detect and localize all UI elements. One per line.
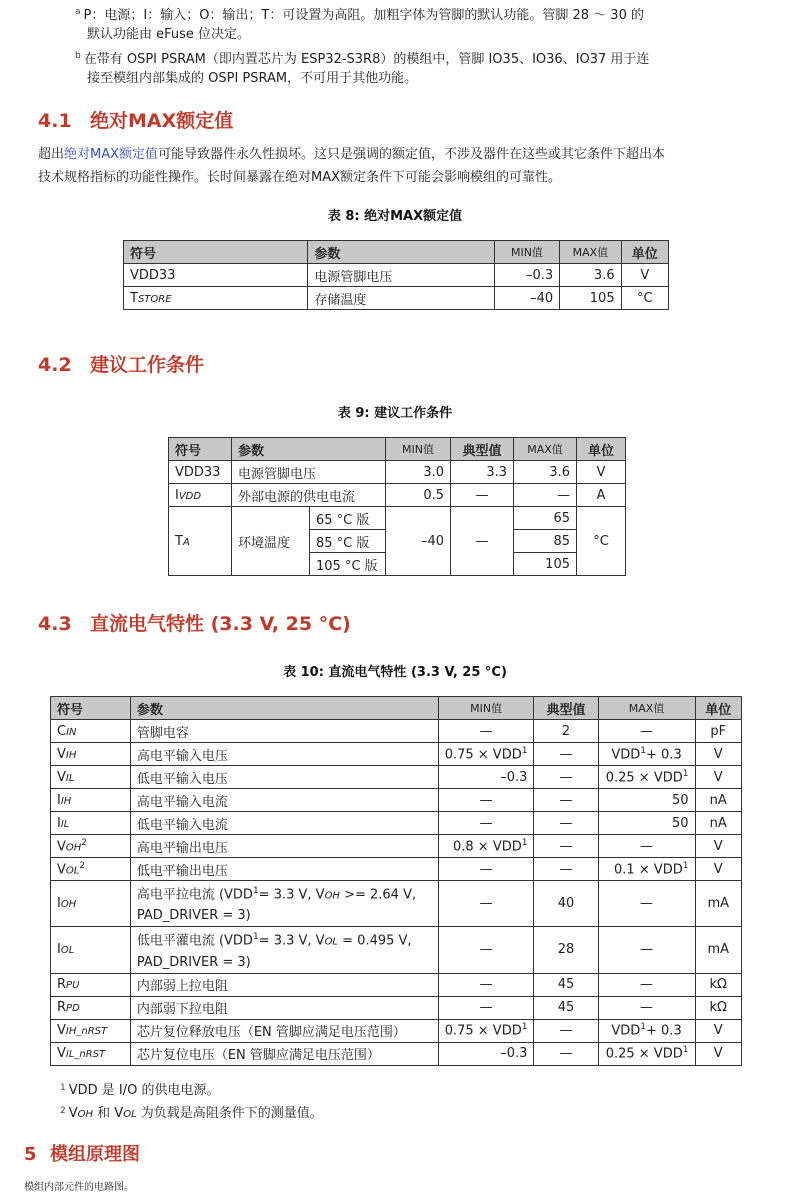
min-text: 0.8 × VDD (452, 839, 522, 855)
table-row (169, 484, 626, 507)
max-sup: 1 (682, 1045, 689, 1056)
symbol-sub: IH (60, 795, 72, 807)
max-text: 50 (671, 792, 689, 808)
cell-unit: °C (577, 507, 626, 576)
cell-variant: 65 °C 版 (310, 507, 386, 530)
cell-max (598, 927, 695, 973)
cell-param (130, 1042, 438, 1065)
cell-param (130, 1019, 438, 1042)
symbol-sub: IH (65, 749, 77, 761)
footnote-b (75, 50, 775, 88)
footnote-sub: OH (77, 1109, 94, 1120)
symbol-sub: IH_nRST (65, 1026, 108, 1038)
table-row (51, 835, 742, 858)
footnote-sub: OL (123, 1109, 137, 1120)
symbol-base: I (57, 942, 61, 958)
cell-symbol (51, 812, 131, 835)
cell-min (438, 1019, 534, 1042)
max-text: — (640, 977, 654, 993)
footnote-b-line2: 接至模组内部集成的 OSPI PSRAM，不可用于其他功能。 (87, 71, 418, 86)
symbol-base: V (57, 1046, 66, 1062)
section-number: 5 (24, 1144, 37, 1165)
param-text: 芯片复位电压（EN 管脚应满足电压范围） (136, 1048, 380, 1064)
symbol-base: I (57, 896, 61, 912)
cell-unit: °C (621, 287, 668, 310)
table-row (51, 973, 742, 996)
cell-min (438, 1042, 534, 1065)
col-header: 符号 (124, 241, 308, 264)
footnote-b-line1: 在带有 OSPI PSRAM（即内置芯片为 ESP32-S3R8）的模组中，管脚 IO35、IO36、IO37 用于连 (83, 52, 650, 67)
cell-param (130, 996, 438, 1019)
section-title: 建议工作条件 (90, 354, 205, 376)
table-10-footnote-2 (60, 1104, 323, 1125)
cell-max (598, 858, 695, 881)
min-sup: 1 (521, 745, 528, 756)
cell-param: 电源管脚电压 (308, 264, 494, 287)
min-text: — (479, 815, 493, 831)
table-8-caption: 表 8: 绝对MAX额定值 (327, 209, 463, 224)
cell-unit: pF (695, 720, 742, 743)
symbol-sub: OH (60, 899, 77, 911)
cell-max: 105 (560, 287, 621, 310)
cell-variant: 105 °C 版 (310, 553, 386, 576)
col-header-text: MIN值 (402, 443, 434, 456)
cell-max (598, 881, 695, 927)
cell-symbol (51, 996, 131, 1019)
cell-variant: 85 °C 版 (310, 530, 386, 553)
cell-typ: — (534, 835, 598, 858)
symbol-sub: OH (65, 842, 82, 854)
section-title: 绝对MAX额定值 (90, 110, 234, 132)
col-header-text: MAX值 (572, 246, 609, 259)
param-text: 高电平输出电压 (136, 840, 228, 856)
table-row (169, 461, 626, 484)
param-text: 低电平输出电压 (136, 863, 228, 879)
cell-min: 0.5 (386, 484, 451, 507)
min-sup: 1 (521, 1022, 528, 1033)
min-text: –0.3 (500, 769, 528, 785)
section-number: 4.3 (38, 613, 72, 635)
footnote-a-line2: 默认功能由 eFuse 位决定。 (87, 27, 251, 42)
section-4-1-paragraph (38, 143, 758, 189)
cell-typ: 40 (534, 881, 598, 927)
param-text: = 0.495 V, (338, 933, 412, 949)
cell-typ: — (534, 858, 598, 881)
cell-typ: 3.3 (451, 461, 514, 484)
cell-unit: kΩ (695, 996, 742, 1019)
table-row (51, 766, 742, 789)
cell-min (438, 881, 534, 927)
cell-symbol (51, 927, 131, 973)
cell-min: –0.3 (494, 264, 559, 287)
cell-param (130, 766, 438, 789)
max-text: VDD (611, 1023, 641, 1039)
cell-symbol (51, 973, 131, 996)
max-sup: 1 (682, 860, 689, 871)
param-sub: OL (324, 936, 339, 948)
footnote-text: 为负载是高阻条件下的测量值。 (136, 1106, 323, 1121)
col-header (560, 241, 621, 264)
cell-symbol (169, 507, 232, 576)
min-text: 0.75 × VDD (444, 1023, 522, 1039)
symbol-base: T (175, 533, 183, 549)
cell-symbol (51, 720, 131, 743)
param-text: 芯片复位释放电压（EN 管脚应满足电压范围） (136, 1025, 406, 1041)
cell-typ: 45 (534, 996, 598, 1019)
cell-param (130, 789, 438, 812)
section-number: 4.1 (38, 110, 72, 132)
col-header: 参数 (130, 697, 438, 720)
param-text: 低电平输入电压 (136, 771, 228, 787)
max-sup: 1 (682, 768, 689, 779)
symbol-sup: 2 (81, 837, 88, 848)
cell-min (438, 789, 534, 812)
cell-symbol (51, 789, 131, 812)
section-heading-4-3 (38, 609, 351, 636)
cell-max: 105 (514, 553, 577, 576)
symbol-base: I (57, 792, 61, 808)
symbol-base: V (57, 1023, 66, 1039)
col-header-text: MIN值 (510, 246, 543, 259)
cell-param: 存储温度 (308, 287, 494, 310)
footnote-text: 和 V (93, 1106, 124, 1121)
cell-unit: nA (695, 812, 742, 835)
cell-param: 外部电源的供电电流 (232, 484, 386, 507)
col-header (494, 241, 559, 264)
param-text: 高电平输入电流 (136, 794, 228, 810)
min-text: 0.75 × VDD (444, 747, 522, 763)
cell-unit: nA (695, 789, 742, 812)
symbol-base: V (57, 839, 66, 855)
cell-max (598, 720, 695, 743)
symbol-sub: OL (60, 945, 75, 957)
footnote-mark: 1 (60, 1083, 66, 1093)
table-9-caption: 表 9: 建议工作条件 (337, 406, 453, 421)
cell-max (598, 743, 695, 766)
cell-param (130, 812, 438, 835)
cell-symbol (51, 835, 131, 858)
param-text: 低电平灌电流 (VDD (136, 933, 253, 949)
section-heading-5 (24, 1140, 140, 1166)
cell-min (438, 835, 534, 858)
max-tail: + 0.3 (646, 747, 682, 763)
cell-typ: 28 (534, 927, 598, 973)
footnote-text: VDD 是 I/O 的供电电源。 (68, 1083, 220, 1098)
cell-unit: V (695, 835, 742, 858)
min-text: — (479, 1000, 493, 1016)
param-text: 低电平输入电流 (136, 817, 228, 833)
param-text: 管脚电容 (136, 725, 189, 741)
footnote-text: V (68, 1106, 78, 1121)
table-header-row (169, 438, 626, 461)
cell-unit: V (695, 766, 742, 789)
col-header (438, 697, 534, 720)
param-text: = 3.3 V, V (258, 933, 325, 949)
param-text: = 3.3 V, V (258, 887, 325, 903)
cell-unit: mA (695, 927, 742, 973)
table-row (124, 264, 669, 287)
table-10 (50, 696, 742, 1066)
cell-max: 85 (514, 530, 577, 553)
symbol-base: T (130, 290, 138, 306)
col-header (514, 438, 577, 461)
max-text: — (640, 1000, 654, 1016)
symbol-sub: STORE (137, 293, 172, 305)
max-text: 50 (671, 815, 689, 831)
col-header: 典型值 (534, 697, 598, 720)
symbol-sub: VDD (178, 490, 202, 502)
cell-typ: — (534, 766, 598, 789)
col-header: 符号 (51, 697, 131, 720)
symbol-sub: IL (65, 772, 75, 784)
max-text: 0.25 × VDD (605, 770, 683, 786)
cell-param (130, 973, 438, 996)
section-title: 直流电气特性 (3.3 V, 25 °C) (90, 613, 351, 635)
cell-typ: — (451, 507, 514, 576)
cell-symbol: VDD33 (124, 264, 308, 287)
cell-unit: V (695, 743, 742, 766)
table-row (51, 1019, 742, 1042)
table-row (51, 927, 742, 973)
cell-max: 65 (514, 507, 577, 530)
table-10-caption: 表 10: 直流电气特性 (3.3 V, 25 °C) (283, 665, 507, 680)
symbol-sub: IN (66, 726, 77, 738)
max-text: — (640, 723, 654, 739)
symbol-base: I (57, 815, 61, 831)
cell-min (438, 858, 534, 881)
min-text: — (479, 861, 493, 877)
symbol-sub: PD (66, 1003, 80, 1015)
symbol-sub: PU (66, 980, 80, 992)
cell-max (598, 996, 695, 1019)
col-header-text: MIN值 (470, 702, 503, 715)
min-text: –0.3 (500, 1046, 528, 1062)
cell-max (598, 1019, 695, 1042)
param-sup: 1 (252, 932, 259, 943)
col-header: 典型值 (451, 438, 514, 461)
cell-max: 3.6 (560, 264, 621, 287)
cell-param (130, 927, 438, 973)
table-row (51, 743, 742, 766)
cell-param: 电源管脚电压 (232, 461, 386, 484)
table-row (124, 287, 669, 310)
cell-min: 3.0 (386, 461, 451, 484)
param-sub: OH (324, 890, 340, 902)
cell-typ: 2 (534, 720, 598, 743)
col-header: 符号 (169, 438, 232, 461)
cell-unit: kΩ (695, 973, 742, 996)
symbol-base: V (57, 769, 66, 785)
min-text: — (479, 977, 493, 993)
cell-typ: — (451, 484, 514, 507)
table-row (51, 858, 742, 881)
cell-typ: 45 (534, 973, 598, 996)
footnote-mark: 2 (60, 1106, 66, 1116)
symbol-sub: OL (65, 865, 80, 877)
table-header-row (124, 241, 669, 264)
symbol-sub: IL (60, 818, 70, 830)
table-row (51, 812, 742, 835)
para-text: 超出 (38, 147, 65, 162)
max-text: — (640, 942, 654, 958)
cell-symbol (51, 766, 131, 789)
symbol-base: C (57, 723, 67, 739)
cell-typ: — (534, 743, 598, 766)
para-line2: 技术规格指标的功能性操作。长时间暴露在绝对MAX额定条件下可能会影响模组的可靠性。 (38, 170, 562, 185)
cell-unit: A (577, 484, 626, 507)
symbol-base: I (175, 487, 179, 503)
cell-max (598, 1042, 695, 1065)
cell-unit: V (577, 461, 626, 484)
section-heading-4-2 (38, 350, 204, 377)
cell-unit: V (695, 858, 742, 881)
cell-param (130, 835, 438, 858)
max-sup: 1 (640, 1022, 647, 1033)
cell-param (130, 743, 438, 766)
cell-symbol (124, 287, 308, 310)
cell-min: –40 (386, 507, 451, 576)
section-title: 模组原理图 (50, 1144, 140, 1165)
para-text: 可能导致器件永久性损坏。这只是强调的额定值，不涉及器件在这些或其它条件下超出本 (158, 147, 666, 162)
col-header: 单位 (577, 438, 626, 461)
param-text: 高电平输入电压 (136, 748, 228, 764)
param-text: 高电平拉电流 (VDD (136, 887, 253, 903)
cell-unit: V (621, 264, 668, 287)
cell-symbol (51, 858, 131, 881)
min-sup: 1 (521, 837, 528, 848)
cell-symbol (51, 881, 131, 927)
col-header (598, 697, 695, 720)
cell-typ: — (534, 1042, 598, 1065)
footnote-a-line1: P：电源；I：输入；O：输出；T：可设置为高阻。加粗字体为管脚的默认功能。管脚 28 ～ 30 的 (83, 8, 644, 23)
col-header-text: MAX值 (527, 443, 563, 456)
cell-param (130, 881, 438, 927)
symbol-base: V (57, 862, 66, 878)
cell-unit: mA (695, 881, 742, 927)
cell-min (438, 812, 534, 835)
max-text: 0.25 × VDD (605, 1046, 683, 1062)
cell-symbol (169, 484, 232, 507)
table-8 (123, 240, 669, 310)
section-5-paragraph: 模组内部元件的电路图。 (24, 1182, 134, 1193)
param-sup: 1 (252, 886, 259, 896)
table-row (169, 507, 626, 530)
cell-symbol (51, 1019, 131, 1042)
param-text: >= 2.64 V, (339, 887, 417, 903)
param-text-line2: PAD_DRIVER = 3) (136, 954, 251, 970)
col-header: 参数 (308, 241, 494, 264)
cell-param: 环境温度 (232, 507, 310, 576)
max-sup: 1 (640, 745, 647, 756)
table-9 (168, 437, 626, 576)
max-text: — (640, 896, 654, 912)
footnote-a-mark: a (75, 7, 81, 17)
cell-min (438, 973, 534, 996)
table-row (51, 996, 742, 1019)
cell-symbol: VDD33 (169, 461, 232, 484)
col-header (386, 438, 451, 461)
cell-max: 3.6 (514, 461, 577, 484)
section-heading-4-1 (38, 106, 233, 133)
min-text: — (479, 896, 493, 912)
table-header-row (51, 697, 742, 720)
min-text: — (479, 792, 493, 808)
cell-max (598, 766, 695, 789)
min-text: — (479, 942, 493, 958)
param-text-line2: PAD_DRIVER = 3) (136, 908, 251, 924)
section-number: 4.2 (38, 354, 72, 376)
table-row (51, 881, 742, 927)
cell-min (438, 743, 534, 766)
col-header: 单位 (621, 241, 668, 264)
cell-unit: V (695, 1019, 742, 1042)
cell-max: — (514, 484, 577, 507)
cell-param (130, 720, 438, 743)
max-tail: + 0.3 (646, 1023, 682, 1039)
cell-max (598, 812, 695, 835)
param-text: 内部弱上拉电阻 (136, 979, 228, 995)
cell-min: –40 (494, 287, 559, 310)
cell-max (598, 789, 695, 812)
col-header: 单位 (695, 697, 742, 720)
max-text: — (640, 838, 654, 854)
table-row (51, 720, 742, 743)
cell-symbol (51, 743, 131, 766)
footnote-a (75, 6, 775, 44)
table-row (51, 789, 742, 812)
cell-min (438, 720, 534, 743)
cell-max (598, 973, 695, 996)
cell-min (438, 766, 534, 789)
cell-typ: — (534, 1019, 598, 1042)
cell-param (130, 858, 438, 881)
cell-min (438, 996, 534, 1019)
footnote-b-mark: b (75, 51, 81, 61)
max-text: 0.1 × VDD (614, 862, 683, 878)
symbol-base: R (57, 1000, 67, 1016)
abs-max-link[interactable]: 绝对MAX额定值 (64, 147, 159, 162)
col-header: 参数 (232, 438, 386, 461)
table-row (51, 1042, 742, 1065)
cell-max (598, 835, 695, 858)
cell-typ: — (534, 812, 598, 835)
param-text: 内部弱下拉电阻 (136, 1002, 228, 1018)
symbol-base: R (57, 977, 67, 993)
min-text: — (479, 723, 493, 739)
cell-unit: V (695, 1042, 742, 1065)
col-header-text: MAX值 (628, 702, 665, 715)
max-text: VDD (611, 747, 641, 763)
cell-min (438, 927, 534, 973)
cell-typ: — (534, 789, 598, 812)
symbol-base: V (57, 746, 66, 762)
symbol-sup: 2 (79, 860, 86, 871)
symbol-sub: IL_nRST (65, 1049, 106, 1061)
cell-symbol (51, 1042, 131, 1065)
symbol-sub: A (182, 536, 190, 548)
table-10-footnote-1 (60, 1081, 220, 1101)
